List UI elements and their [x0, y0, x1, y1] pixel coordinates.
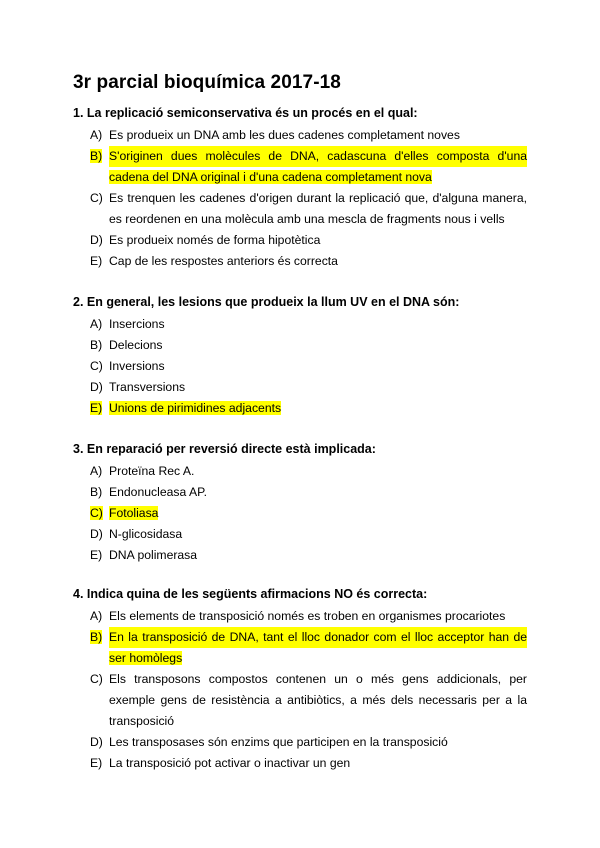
option-letter: D)	[90, 735, 103, 749]
option-text: Delecions	[109, 338, 163, 352]
option-text: Transversions	[109, 380, 186, 394]
option-letter: A)	[90, 317, 103, 331]
question-text: 1. La replicació semiconservativa és un procés en el qual:	[73, 106, 418, 120]
option-letter: B)	[90, 485, 103, 499]
option-text: Es trenquen les cadenes d'origen durant la replicació que, d'alguna manera, es reordenen en una molècula amb una mescla de fragments nous i vells	[109, 191, 527, 226]
option-letter: D)	[90, 380, 103, 394]
option-letter: A)	[90, 464, 103, 478]
option-text-line-1: En la transposició de DNA, tant el lloc donador com el lloc acceptor han de	[109, 627, 527, 648]
option-b	[73, 627, 533, 669]
option-text-line-2: cadena del DNA original i d'una cadena completament nova	[109, 170, 432, 184]
option-text: Unions de pirimidines adjacents	[109, 401, 282, 415]
option-text: Els elements de transposició només es troben en organismes procariotes	[109, 609, 506, 623]
option-text: DNA polimerasa	[109, 548, 198, 562]
option-d	[73, 377, 533, 398]
option-letter: A)	[90, 609, 103, 623]
option-text: Es produeix un DNA amb les dues cadenes completament noves	[109, 128, 460, 142]
option-text	[109, 627, 527, 669]
option-a	[73, 461, 533, 482]
option-letter: C)	[90, 672, 103, 686]
option-letter: C)	[90, 506, 103, 520]
option-text: Els transposons compostos contenen un o més gens addicionals, per exemple gens de resistència a antibiòtics, a més dels necessaris per a la transposició	[109, 672, 527, 728]
option-letter: A)	[90, 128, 103, 142]
option-e	[73, 398, 533, 419]
option-b	[73, 482, 533, 503]
option-letter: B)	[90, 149, 103, 163]
option-c	[73, 669, 533, 732]
option-letter: D)	[90, 233, 103, 247]
option-a	[73, 606, 533, 627]
option-a	[73, 314, 533, 335]
option-b	[73, 335, 533, 356]
option-letter: B)	[90, 630, 103, 644]
question-text: 3. En reparació per reversió directe està implicada:	[73, 442, 376, 456]
option-text: Cap de les respostes anteriors és correcta	[109, 254, 338, 268]
option-letter: E)	[90, 548, 103, 562]
question-1	[73, 104, 533, 272]
question-text: 4. Indica quina de les següents afirmacions NO és correcta:	[73, 587, 428, 601]
option-letter: B)	[90, 338, 103, 352]
option-e	[73, 753, 533, 774]
option-letter: C)	[90, 359, 103, 373]
option-text: Les transposases són enzims que participen en la transposició	[109, 735, 448, 749]
option-text-line-1: S'originen dues molècules de DNA, cadascuna d'elles composta d'una	[109, 146, 527, 167]
option-text: Fotoliasa	[109, 506, 159, 520]
option-b	[73, 146, 533, 188]
option-text: Inversions	[109, 359, 165, 373]
question-text: 2. En general, les lesions que produeix la llum UV en el DNA són:	[73, 295, 460, 309]
option-e	[73, 545, 533, 566]
option-text: Insercions	[109, 317, 165, 331]
option-text	[109, 146, 527, 188]
option-c	[73, 188, 533, 230]
question-2	[73, 293, 533, 419]
option-d	[73, 230, 533, 251]
option-text: N-glicosidasa	[109, 527, 183, 541]
page-title: 3r parcial bioquímica 2017-18	[73, 72, 341, 93]
option-text-line-2: ser homòlegs	[109, 651, 183, 665]
option-d	[73, 732, 533, 753]
option-a	[73, 125, 533, 146]
option-letter: E)	[90, 401, 103, 415]
option-letter: D)	[90, 527, 103, 541]
option-c	[73, 356, 533, 377]
option-text: Endonucleasa AP.	[109, 485, 208, 499]
option-c	[73, 503, 533, 524]
option-d	[73, 524, 533, 545]
option-text: Proteïna Rec A.	[109, 464, 195, 478]
option-letter: C)	[90, 191, 103, 205]
option-text: La transposició pot activar o inactivar un gen	[109, 756, 351, 770]
option-letter: E)	[90, 254, 103, 268]
option-e	[73, 251, 533, 272]
question-3	[73, 440, 533, 566]
option-text: Es produeix només de forma hipotètica	[109, 233, 321, 247]
question-4	[73, 585, 533, 774]
option-letter: E)	[90, 756, 103, 770]
